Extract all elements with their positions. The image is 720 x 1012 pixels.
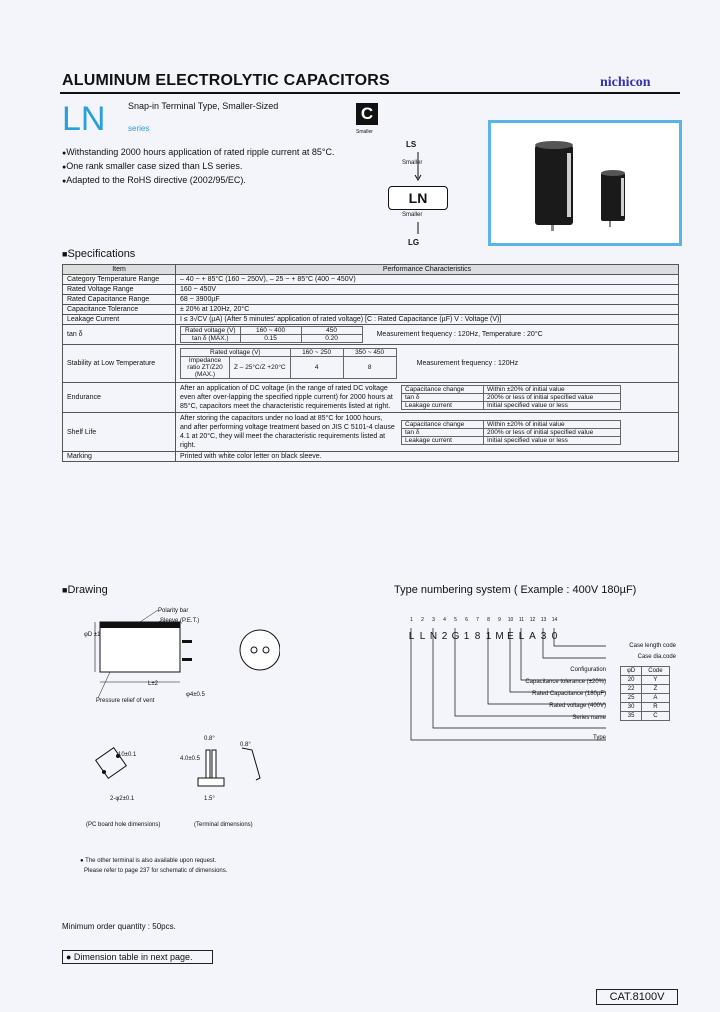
- tn-code-char: 1: [485, 631, 492, 642]
- tn-code-char: L: [518, 631, 525, 642]
- shelf-table: [401, 420, 621, 445]
- label-length: L±2: [148, 681, 158, 687]
- tn-label-case-dia: Case dia.code: [637, 654, 676, 660]
- tn-label-case-length: Case length code: [629, 643, 676, 649]
- row-value: [176, 383, 679, 413]
- lowtemp-value: 4: [290, 357, 343, 379]
- minimum-order: Minimum order quantity : 50pcs.: [62, 922, 176, 931]
- config-cell: Z: [642, 685, 669, 694]
- row-item: Rated Capacitance Range: [63, 295, 176, 305]
- lineup-center: LN: [388, 186, 448, 210]
- lineup-top: LS: [406, 140, 417, 149]
- tn-position-number: 5: [454, 617, 457, 623]
- tn-label-configuration: Configuration: [570, 667, 606, 673]
- page-title: ALUMINUM ELECTROLYTIC CAPACITORS: [62, 72, 390, 89]
- table-row: [63, 305, 679, 315]
- config-cell: R: [642, 703, 669, 712]
- row-item: Shelf Life: [63, 413, 176, 452]
- drawing-note: Please refer to page 237 for schematic of dimensions.: [84, 868, 228, 874]
- tn-code-char: E: [507, 631, 514, 642]
- tan-value: 0.20: [301, 335, 362, 343]
- row-value: [176, 413, 679, 452]
- row-item: Stability at Low Temperature: [63, 345, 176, 383]
- endurance-key: Capacitance change: [402, 386, 484, 394]
- feature-item: ● One rank smaller case sized than LS series.: [62, 160, 335, 174]
- tn-label-voltage: Rated voltage (400V): [549, 703, 606, 709]
- brand-logo: nichicon: [600, 75, 651, 90]
- label-pressure: Pressure relief of vent: [96, 698, 155, 704]
- row-item: Rated Voltage Range: [63, 285, 176, 295]
- label-terminal: (Terminal dimensions): [194, 822, 253, 828]
- tn-code-char: M: [495, 631, 504, 642]
- catalog-number: CAT.8100V: [596, 989, 678, 1005]
- endurance-value: Within ±20% of initial value: [484, 386, 621, 394]
- table-header-row: [63, 265, 679, 275]
- table-row-marking: [63, 452, 679, 462]
- label-pin: φ4±0.5: [186, 692, 205, 698]
- row-item: Marking: [63, 452, 176, 462]
- tn-label-capacitance: Rated Capacitance (180µF): [532, 691, 606, 697]
- endurance-key: Leakage current: [402, 402, 484, 410]
- type-numbering-title: Type numbering system ( Example : 400V 180µF): [394, 584, 637, 596]
- col-item: Item: [63, 265, 176, 275]
- shelf-value: Initial specified value or less: [484, 436, 621, 444]
- lowtemp-condition: Z – 25°C/Z +20°C: [230, 357, 291, 379]
- config-cell: 35: [621, 712, 642, 721]
- lineup-bottom: LG: [408, 238, 420, 247]
- config-table: [620, 666, 670, 721]
- config-cell: 20: [621, 676, 642, 685]
- table-row-endurance: [63, 383, 679, 413]
- specifications-table: [62, 264, 679, 462]
- tan-header: Rated voltage (V): [181, 327, 241, 335]
- label-dim3: 1.5°: [204, 796, 215, 802]
- series-subtitle: Snap-in Terminal Type, Smaller-Sized: [128, 101, 279, 111]
- row-value: – 40 ~ + 85°C (160 ~ 250V), – 25 ~ + 85°C (400 ~ 450V): [176, 275, 679, 285]
- specifications-heading: [62, 248, 135, 260]
- smaller-icon: C: [356, 103, 378, 125]
- row-value: Printed with white color letter on black sleeve.: [176, 452, 679, 462]
- tn-position-number: 7: [476, 617, 479, 623]
- endurance-table: [401, 385, 621, 410]
- table-row-lowtemp: [63, 345, 679, 383]
- tn-position-number: 14: [551, 617, 558, 623]
- label-hole: 2-φ2±0.1: [110, 796, 135, 802]
- lowtemp-value: 8: [343, 357, 396, 379]
- drawing-heading: [62, 584, 108, 596]
- lowtemp-header: 160 ~ 250: [290, 349, 343, 357]
- config-header: Code: [642, 667, 669, 676]
- tn-code-char: 1: [463, 631, 470, 642]
- tn-position-number: 9: [498, 617, 501, 623]
- table-row: [63, 295, 679, 305]
- tn-position-number: 2: [421, 617, 424, 623]
- label-pitch: 10±0.1: [118, 752, 137, 758]
- config-cell: 30: [621, 703, 642, 712]
- lowtemp-row-label: Impedance ratio ZT/Z20 (MAX.): [181, 357, 230, 379]
- shelf-key: Capacitance change: [402, 420, 484, 428]
- endurance-text: After an application of DC voltage (in the range of rated DC voltage even after over-lapping the specified ripple current) for 2000 hours at 85°C, capacitors meet the characteristic requirements listed at right.: [180, 385, 393, 410]
- tn-position-number: 3: [432, 617, 435, 623]
- row-item: Leakage Current: [63, 315, 176, 325]
- tan-header: 450: [301, 327, 362, 335]
- label-polarity: Polarity bar: [158, 608, 189, 614]
- config-cell: 22: [621, 685, 642, 694]
- lineup-bottom-label: Smaller: [402, 212, 423, 218]
- col-performance: Performance Characteristics: [176, 265, 679, 275]
- tn-code-char: A: [529, 631, 536, 642]
- table-row-tan: [63, 325, 679, 345]
- config-cell: Y: [642, 676, 669, 685]
- label-pcb: (PC board hole dimensions): [86, 822, 161, 828]
- tn-code-char: 8: [474, 631, 481, 642]
- tn-code-char: 0: [551, 631, 558, 642]
- tan-header: 160 ~ 400: [240, 327, 301, 335]
- label-sleeve: Sleeve (P.E.T.): [160, 618, 200, 624]
- series-code: LN: [62, 100, 106, 138]
- lowtemp-header: 350 ~ 450: [343, 349, 396, 357]
- shelf-key: tan δ: [402, 428, 484, 436]
- tan-table: [180, 326, 363, 343]
- feature-item: ● Adapted to the RoHS directive (2002/95/EC).: [62, 174, 335, 188]
- shelf-value: 200% or less of initial specified value: [484, 428, 621, 436]
- arrow-down-icon: [388, 148, 448, 188]
- tn-code-char: 3: [540, 631, 547, 642]
- tn-position-number: 1: [410, 617, 413, 623]
- label-dim4: 0.8°: [240, 742, 251, 748]
- row-item: Capacitance Tolerance: [63, 305, 176, 315]
- row-value: ± 20% at 120Hz, 20°C: [176, 305, 679, 315]
- config-cell: A: [642, 694, 669, 703]
- endurance-value: 200% or less of initial specified value: [484, 394, 621, 402]
- tn-label-series: Series name: [572, 715, 606, 721]
- header-divider: [60, 92, 680, 94]
- feature-item: ● Withstanding 2000 hours application of rated ripple current at 85°C.: [62, 146, 335, 160]
- lineup-top-label: Smaller: [402, 160, 423, 166]
- label-diameter: φD ±1: [84, 632, 101, 638]
- tn-code-char: N: [429, 631, 438, 642]
- row-value: 68 ~ 3900µF: [176, 295, 679, 305]
- endurance-key: tan δ: [402, 394, 484, 402]
- tn-code-char: G: [451, 631, 460, 642]
- lowtemp-note: Measurement frequency : 120Hz: [416, 360, 519, 367]
- table-row-shelf: [63, 413, 679, 452]
- shelf-key: Leakage current: [402, 436, 484, 444]
- endurance-value: Initial specified value or less: [484, 402, 621, 410]
- tn-code-char: L: [419, 631, 426, 642]
- label-dim2: 4.0±0.5: [180, 756, 200, 762]
- config-cell: 25: [621, 694, 642, 703]
- table-row: [63, 275, 679, 285]
- lowtemp-table: [180, 348, 397, 379]
- tn-label-tolerance: Capacitance tolerance (±20%): [525, 679, 606, 685]
- tn-position-number: 10: [507, 617, 514, 623]
- drawing-note: ● The other terminal is also available upon request.: [80, 858, 217, 864]
- arrow-up-icon: [388, 208, 448, 238]
- row-value: [176, 325, 679, 345]
- config-header: φD: [621, 667, 642, 676]
- smaller-icon-caption: Smaller: [356, 129, 373, 135]
- specifications-title: Specifications: [67, 248, 136, 260]
- row-item: Category Temperature Range: [63, 275, 176, 285]
- shelf-value: Within ±20% of initial value: [484, 420, 621, 428]
- tn-label-type: Type: [592, 735, 606, 741]
- row-item: Endurance: [63, 383, 176, 413]
- series-label: series: [128, 124, 150, 133]
- tan-note: Measurement frequency : 120Hz, Temperature : 20°C: [376, 331, 543, 338]
- row-value: [176, 345, 679, 383]
- tn-position-number: 12: [529, 617, 536, 623]
- product-photo: [488, 120, 682, 246]
- tan-row-label: tan δ (MAX.): [181, 335, 241, 343]
- drawing-notes: [80, 856, 227, 876]
- tn-position-number: 8: [487, 617, 490, 623]
- dimension-note: ● Dimension table in next page.: [62, 950, 213, 964]
- drawing-diagram: [70, 600, 280, 835]
- label-dim1: 0.8°: [204, 736, 215, 742]
- tn-position-number: 4: [443, 617, 446, 623]
- config-cell: C: [642, 712, 669, 721]
- tn-code-char: 2: [441, 631, 448, 642]
- tn-code-char: L: [408, 631, 415, 642]
- tn-position-number: 13: [540, 617, 547, 623]
- table-row: [63, 315, 679, 325]
- row-item: tan δ: [63, 325, 176, 345]
- row-value: 160 ~ 450V: [176, 285, 679, 295]
- feature-list: [62, 146, 335, 188]
- tan-value: 0.15: [240, 335, 301, 343]
- drawing-title: Drawing: [67, 584, 108, 596]
- row-value: I ≤ 3√CV (µA) (After 5 minutes' application of rated voltage) [C : Rated Capacitance (µF) V : Voltage (V)]: [176, 315, 679, 325]
- shelf-text: After storing the capacitors under no load at 85°C for 1000 hours, and after performing voltage treatment based on JIS C 5101-4 clause 4.1 at 20°C, they will meet the characteristic requirements listed at right.: [180, 415, 395, 449]
- tn-position-number: 6: [465, 617, 468, 623]
- table-row: [63, 285, 679, 295]
- lowtemp-header: Rated voltage (V): [181, 349, 291, 357]
- tn-position-number: 11: [518, 617, 525, 623]
